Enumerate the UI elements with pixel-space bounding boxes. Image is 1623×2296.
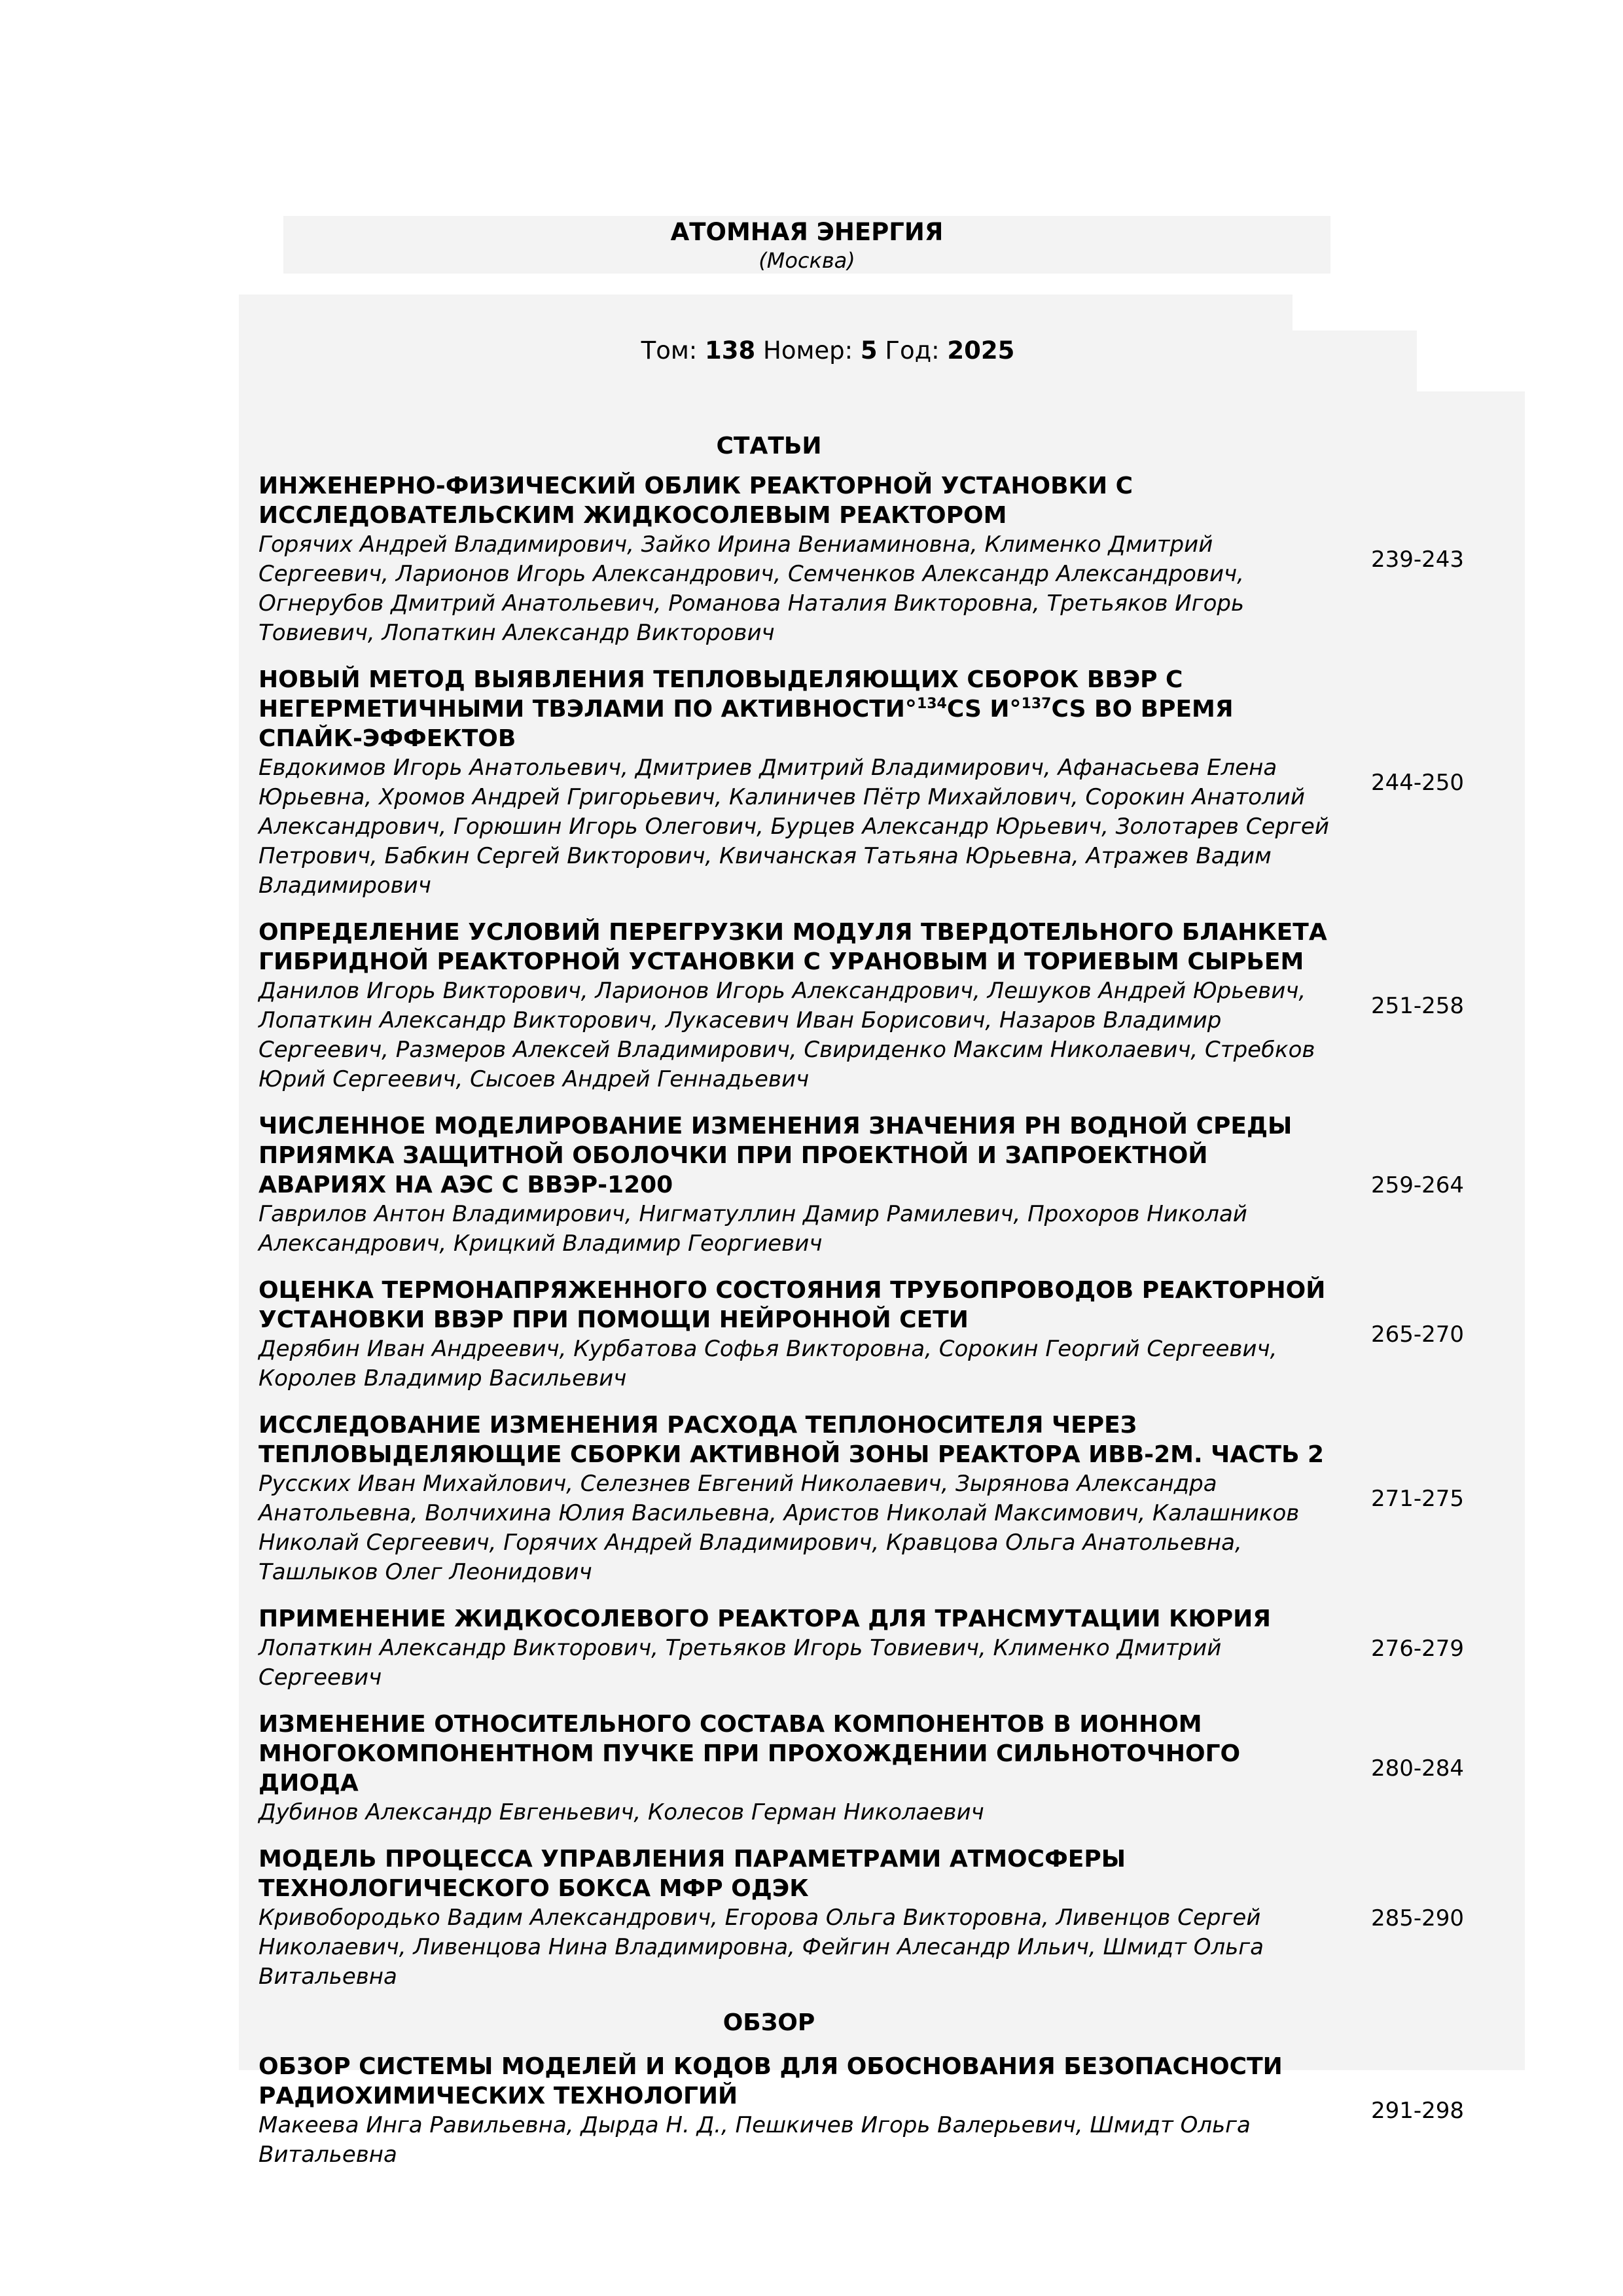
- article-title[interactable]: ИНЖЕНЕРНО-ФИЗИЧЕСКИЙ ОБЛИК РЕАКТОРНОЙ УСТАНОВКИ С ИССЛЕДОВАТЕЛЬСКИМ ЖИДКОСОЛЕВЫМ РЕАКТОРОМ: [259, 473, 1133, 529]
- article-pages: 251-258: [1371, 993, 1465, 1019]
- toc-entry[interactable]: [259, 1844, 1525, 1992]
- article-authors: Макеева Инга Равильевна, Дырда Н. Д., Пешкичев Игорь Валерьевич, Шмидт Ольга Витальевна: [259, 2112, 1251, 2168]
- article-authors: Дерябин Иван Андреевич, Курбатова Софья Викторовна, Сорокин Георгий Сергеевич, Королев Владимир Васильевич: [259, 1336, 1277, 1391]
- title-text: CS ВО ВРЕМЯ СПАЙК-ЭФФЕКТОВ: [259, 696, 1234, 752]
- isotope-mass-cs137: 137: [1021, 696, 1052, 712]
- toc-entry[interactable]: [259, 1276, 1525, 1393]
- volume-label: Том:: [641, 336, 698, 365]
- article-authors: Лопаткин Александр Викторович, Третьяков Игорь Товиевич, Клименко Дмитрий Сергеевич: [259, 1635, 1222, 1691]
- section-heading-review: ОБЗОР: [722, 2009, 815, 2036]
- title-text: CS И°: [946, 696, 1022, 723]
- year-label: Год:: [885, 336, 940, 365]
- section-heading-articles: СТАТЬИ: [716, 433, 822, 459]
- toc-entry[interactable]: [259, 471, 1525, 648]
- article-pages: 239-243: [1371, 547, 1465, 573]
- toc-entry[interactable]: [259, 1710, 1525, 1827]
- number-value: 5: [860, 336, 878, 365]
- article-pages: 259-264: [1371, 1172, 1465, 1198]
- article-title[interactable]: ОЦЕНКА ТЕРМОНАПРЯЖЕННОГО СОСТОЯНИЯ ТРУБОПРОВОДОВ РЕАКТОРНОЙ УСТАНОВКИ ВВЭР ПРИ ПОМОЩИ НЕЙРОННОЙ СЕТИ: [259, 1277, 1326, 1333]
- title-text: НОВЫЙ МЕТОД ВЫЯВЛЕНИЯ ТЕПЛОВЫДЕЛЯЮЩИХ СБОРОК ВВЭР С НЕГЕРМЕТИЧНЫМИ ТВЭЛАМИ ПО АКТИВНОСТИ°: [259, 666, 1183, 723]
- toc-entry[interactable]: [259, 918, 1525, 1094]
- article-pages: 271-275: [1371, 1486, 1465, 1512]
- article-authors: Дубинов Александр Евгеньевич, Колесов Герман Николаевич: [259, 1799, 984, 1825]
- volume-value: 138: [705, 336, 756, 365]
- table-of-contents: [259, 432, 1525, 2187]
- article-title[interactable]: ИССЛЕДОВАНИЕ ИЗМЕНЕНИЯ РАСХОДА ТЕПЛОНОСИТЕЛЯ ЧЕРЕЗ ТЕПЛОВЫДЕЛЯЮЩИЕ СБОРКИ АКТИВНОЙ ЗОНЫ РЕАКТОРА ИВВ-2М. ЧАСТЬ 2: [259, 1412, 1325, 1468]
- issue-header-band-top: [239, 295, 1293, 334]
- isotope-mass-cs134: 134: [916, 696, 947, 712]
- article-authors: Кривобородько Вадим Александрович, Егорова Ольга Викторовна, Ливенцов Сергей Николаевич, Ливенцова Нина Владимировна, Фейгин Алесандр Ильич, Шмидт Ольга Витальевна: [259, 1905, 1264, 1990]
- article-pages: 291-298: [1371, 2098, 1465, 2124]
- article-authors: Данилов Игорь Викторович, Ларионов Игорь Александрович, Лешуков Андрей Юрьевич, Лопаткин Александр Викторович, Лукасевич Иван Борисович, Назаров Владимир Сергеевич, Размеров Алексей Владимирович, Свириденко Максим Николаевич, Стребков Юрий Сергеевич, Сысоев Андрей Геннадьевич: [259, 978, 1315, 1092]
- article-pages: 285-290: [1371, 1905, 1465, 1931]
- article-title[interactable]: МОДЕЛЬ ПРОЦЕССА УПРАВЛЕНИЯ ПАРАМЕТРАМИ АТМОСФЕРЫ ТЕХНОЛОГИЧЕСКОГО БОКСА МФР ОДЭК: [259, 1846, 1126, 1902]
- article-title[interactable]: ОБЗОР СИСТЕМЫ МОДЕЛЕЙ И КОДОВ ДЛЯ ОБОСНОВАНИЯ БЕЗОПАСНОСТИ РАДИОХИМИЧЕСКИХ ТЕХНОЛОГИЙ: [259, 2053, 1283, 2109]
- journal-city: (Москва): [758, 248, 855, 273]
- article-title[interactable]: ИЗМЕНЕНИЕ ОТНОСИТЕЛЬНОГО СОСТАВА КОМПОНЕНТОВ В ИОННОМ МНОГОКОМПОНЕНТНОМ ПУЧКЕ ПРИ ПРОХОЖДЕНИИ СИЛЬНОТОЧНОГО ДИОДА: [259, 1711, 1241, 1797]
- article-authors: Горячих Андрей Владимирович, Зайко Ирина Вениаминовна, Клименко Дмитрий Сергеевич, Ларионов Игорь Александрович, Семченков Александр Александрович, Огнерубов Дмитрий Анатольевич, Романова Наталия Викторовна, Третьяков Игорь Товиевич, Лопаткин Александр Викторович: [259, 531, 1245, 646]
- issue-info: [239, 336, 1417, 365]
- article-pages: 276-279: [1371, 1635, 1465, 1662]
- article-title[interactable]: ЧИСЛЕННОЕ МОДЕЛИРОВАНИЕ ИЗМЕНЕНИЯ ЗНАЧЕНИЯ PH ВОДНОЙ СРЕДЫ ПРИЯМКА ЗАЩИТНОЙ ОБОЛОЧКИ ПРИ ПРОЕКТНОЙ И ЗАПРОЕКТНОЙ АВАРИЯХ НА АЭС С ВВЭР-1200: [259, 1113, 1293, 1198]
- article-title[interactable]: ПРИМЕНЕНИЕ ЖИДКОСОЛЕВОГО РЕАКТОРА ДЛЯ ТРАНСМУТАЦИИ КЮРИЯ: [259, 1605, 1271, 1632]
- toc-entry[interactable]: [259, 1111, 1525, 1259]
- article-authors: Евдокимов Игорь Анатольевич, Дмитриев Дмитрий Владимирович, Афанасьева Елена Юрьевна, Хромов Андрей Григорьевич, Калиничев Пётр Михайлович, Сорокин Анатолий Александрович, Горюшин Игорь Олегович, Бурцев Александр Юрьевич, Золотарев Сергей Петрович, Бабкин Сергей Викторович, Квичанская Татьяна Юрьевна, Атражев Вадим Владимирович: [259, 755, 1329, 899]
- article-title[interactable]: ОПРЕДЕЛЕНИЕ УСЛОВИЙ ПЕРЕГРУЗКИ МОДУЛЯ ТВЕРДОТЕЛЬНОГО БЛАНКЕТА ГИБРИДНОЙ РЕАКТОРНОЙ УСТАНОВКИ С УРАНОВЫМ И ТОРИЕВЫМ СЫРЬЕМ: [259, 919, 1327, 975]
- journal-title: АТОМНАЯ ЭНЕРГИЯ: [670, 218, 944, 246]
- toc-entry[interactable]: [259, 2052, 1525, 2170]
- toc-entry[interactable]: [259, 665, 1525, 901]
- toc-entry[interactable]: [259, 1604, 1525, 1693]
- toc-entry[interactable]: [259, 1410, 1525, 1587]
- article-title[interactable]: [259, 665, 1335, 753]
- article-pages: 244-250: [1371, 770, 1465, 796]
- article-authors: Русских Иван Михайлович, Селезнев Евгений Николаевич, Зырянова Александра Анатольевна, Волчихина Юлия Васильевна, Аристов Николай Максимович, Калашников Николай Сергеевич, Горячих Андрей Владимирович, Кравцова Ольга Анатольевна, Ташлыков Олег Леонидович: [259, 1471, 1300, 1585]
- article-pages: 280-284: [1371, 1755, 1465, 1782]
- year-value: 2025: [947, 336, 1015, 365]
- article-pages: 265-270: [1371, 1321, 1465, 1348]
- number-label: Номер:: [763, 336, 853, 365]
- article-authors: Гаврилов Антон Владимирович, Нигматуллин Дамир Рамилевич, Прохоров Николай Александрович, Крицкий Владимир Георгиевич: [259, 1201, 1247, 1257]
